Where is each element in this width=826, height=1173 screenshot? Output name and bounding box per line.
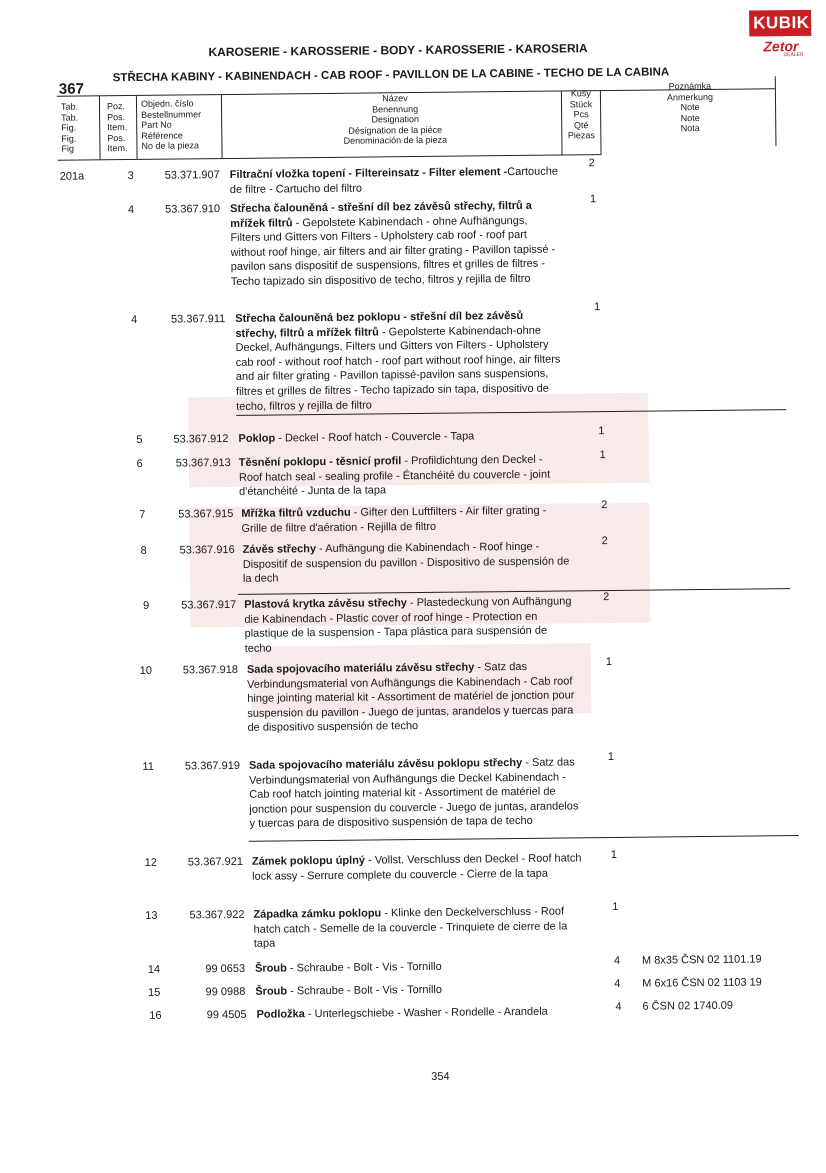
row-description: Střecha čalouněná bez poklopu - střešní díl bez závěsů střechy, filtrů a mřížek filtrů - Gepolsterte Kabinendach-ohne Deckel, Aufhängungs, Filters und Gitters von Filters - Upholstery cab roof - without roof hatch - roof part without roof hinge, air filters and air filter grating - Pavillon tapissé-pavilon sans suspensions, filtres et grilles de filtres - Techo tapizado sin tapa, dispositivo de techo, filtros y rejilla de filtro xyxy=(235,309,561,413)
col-header-name: Název Benennung Designation Désignation de la piéce Denominación de la pieza xyxy=(343,93,448,147)
row-description: Mřížka filtrů vzduchu - Gifter den Luftfilters - Air filter grating - Grille de filtre d'aération - Rejilla de filtro xyxy=(241,504,547,535)
header-bottom-rule xyxy=(58,154,602,161)
row-pos: 15 xyxy=(147,986,161,999)
row-description: Podložka - Unterlegschiebe - Washer - Rondelle - Arandela xyxy=(256,1005,548,1021)
row-note: M 8x35 ČSN 02 1101.19 xyxy=(641,953,762,967)
row-qty: 4 xyxy=(615,1000,622,1013)
row-pos: 10 xyxy=(139,664,152,677)
page-number: 354 xyxy=(431,1070,450,1083)
row-description: Filtrační vložka topení - Filtereinsatz - Filter element -Cartouche de filtre - Cartucho del filtro xyxy=(229,165,559,196)
row-description: Sada spojovacího materiálu závěsu střechy - Satz das Verbindungsmaterial von Aufhängungs die Kabinendach - Cab roof hinge jointing material kit - Assortiment de matériel de jonction pour suspension du pavillon - Juego de juntas, arandelos y tuercas para de dispositivo suspensión de techo xyxy=(246,660,575,735)
row-description: Sada spojovacího materiálu závěsu poklopu střechy - Satz das Verbindungsmaterial von Aufhängungs die Deckel Kabinendach - Cab roof hatch jointing material kit - Assortiment de matériel de jonction pour suspension du couvercle - Juego de juntas, arandelos y tuercas para de dispositivo suspensión de tapa de techo xyxy=(248,756,579,831)
row-qty: 1 xyxy=(599,449,606,462)
section-number: 367 xyxy=(58,80,84,98)
page-title: KAROSERIE - KAROSSERIE - BODY - KAROSSERIE - KAROSERIA xyxy=(208,41,588,60)
logo-tag: DEALER xyxy=(783,51,804,59)
row-part-number: 53.367.921 xyxy=(187,855,244,869)
row-qty: 2 xyxy=(588,157,595,170)
row-description: Závěs střechy - Aufhängung die Kabinendach - Roof hinge - Dispositif de suspension du pavillon - Dispositivo de suspensión de la dech xyxy=(242,540,570,586)
row-qty: 1 xyxy=(612,900,619,914)
row-part-number: 53.371.907 xyxy=(164,169,220,182)
col-header-pos: Poz. Pos. Item. Pos. Item. xyxy=(106,101,128,154)
row-pos: 13 xyxy=(145,909,158,922)
row-qty: 1 xyxy=(610,848,618,862)
row-part-number: 53.367.922 xyxy=(189,908,245,922)
row-pos: 12 xyxy=(144,856,158,869)
kubik-logo xyxy=(749,10,813,59)
row-pos: 9 xyxy=(143,599,150,612)
col-divider xyxy=(136,95,138,159)
row-description: Plastová krytka závěsu střechy - Plastedeckung von Aufhängung die Kabinendach - Plastic cover of roof hinge - Protection en plastique de la suspension - Tapa plástica para suspensión de techo xyxy=(244,595,572,655)
row-note: M 6x16 ČSN 02 1103 19 xyxy=(642,976,762,990)
col-header-order: Objedn. číslo Bestellnummer Part No Référence No de la pieza xyxy=(140,98,202,152)
row-description: Západka zámku poklopu - Klinke den Deckelverschluss - Roof hatch catch - Semelle de la couvercle - Trinquiete de cierre de la tapa xyxy=(253,905,568,950)
row-part-number: 53.367.911 xyxy=(170,313,226,326)
row-qty: 1 xyxy=(589,193,597,206)
row-qty: 1 xyxy=(594,301,601,314)
group-divider xyxy=(249,835,799,842)
row-part-number: 53.367.913 xyxy=(175,456,231,470)
row-qty: 4 xyxy=(613,954,621,967)
row-pos: 3 xyxy=(127,169,134,183)
logo-sub: Zetor xyxy=(763,38,799,55)
row-part-number: 53.367.915 xyxy=(178,507,234,521)
row-qty: 2 xyxy=(601,499,608,512)
row-qty: 4 xyxy=(614,977,621,990)
row-qty: 1 xyxy=(605,655,612,669)
row-qty: 2 xyxy=(601,535,608,548)
col-header-qty: Kusy Stück Pcs Qté Piezas xyxy=(567,88,595,141)
row-part-number: 99 4505 xyxy=(206,1008,247,1022)
col-header-tab: Tab. Tab. Fig. Fig. Fig xyxy=(60,101,79,155)
row-part-number: 99 0653 xyxy=(205,962,246,976)
row-description: Poklop - Deckel - Roof hatch - Couvercle - Tapa xyxy=(238,430,475,445)
row-description: Šroub - Schraube - Bolt - Vis - Tornillo xyxy=(254,960,442,975)
row-pos: 6 xyxy=(136,457,143,470)
col-divider xyxy=(221,94,223,158)
row-part-number: 53.367.910 xyxy=(164,203,221,216)
row-description: Střecha čalouněná - střešní díl bez závěsů střechy, filtrů a mřížek filtrů - Gepolstete Kabinendach - ohne Aufhängungs, Filters und Gitters von Filters - Upholstery cab roof - roof part without roof hinge, air filters and air filter grating - Pavillon tapissé - pavilon sans dispositif de suspensions, filtres et grilles de filtres - Techo tapizado sin dispositivo de techo, filtros y rejilla de filtro xyxy=(230,199,556,288)
row-pos: 4 xyxy=(127,203,135,217)
row-tab: 201a xyxy=(59,170,85,183)
col-divider xyxy=(99,95,101,159)
row-part-number: 53.367.918 xyxy=(182,663,238,677)
section-title: STŘECHA KABINY - KABINENDACH - CAB ROOF - PAVILLON DE LA CABINE - TECHO DE LA CABINA xyxy=(112,66,670,85)
row-part-number: 53.367.912 xyxy=(173,432,229,446)
row-pos: 4 xyxy=(131,313,138,327)
row-part-number: 53.367.917 xyxy=(181,598,237,612)
row-part-number: 53.367.919 xyxy=(184,759,240,773)
row-pos: 7 xyxy=(139,508,146,521)
row-description: Těsnění poklopu - těsnicí profil - Profildichtung den Deckel - Roof hatch seal - sealing profile - Étanchéité du couvercle - joint d'étanchéité - Junta de la tapa xyxy=(238,453,551,499)
row-qty: 1 xyxy=(607,750,614,764)
row-description: Zámek poklopu úplný - Vollst. Verschluss den Deckel - Roof hatch lock assy - Serrure complete du couvercle - Cierre de la tapa xyxy=(251,852,582,883)
logo-text: KUBIK xyxy=(753,12,810,33)
row-pos: 5 xyxy=(136,433,143,446)
row-qty: 2 xyxy=(603,591,610,604)
row-qty: 1 xyxy=(598,425,605,438)
row-description: Šroub - Schraube - Bolt - Vis - Tornillo xyxy=(255,983,443,998)
row-pos: 16 xyxy=(149,1009,162,1022)
row-pos: 14 xyxy=(147,963,161,976)
row-note: 6 ČSN 02 1740.09 xyxy=(642,999,734,1013)
row-part-number: 99 0988 xyxy=(205,985,246,999)
row-pos: 8 xyxy=(140,544,147,557)
col-header-note: Poznámka Anmerkung Note Note Nota xyxy=(666,80,714,134)
row-part-number: 53.367.916 xyxy=(179,543,235,557)
row-pos: 11 xyxy=(142,760,155,773)
